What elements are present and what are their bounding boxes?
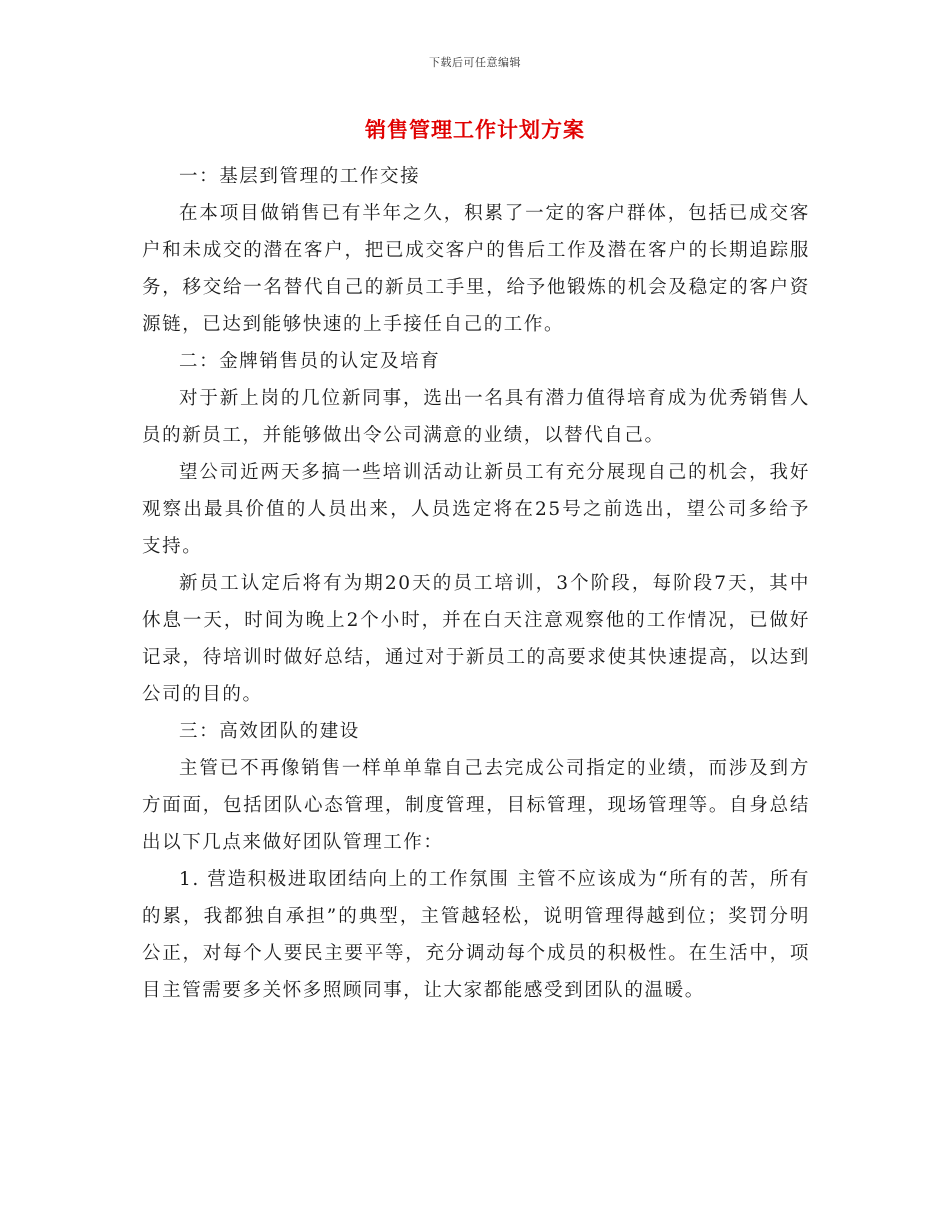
- document-title: 销售管理工作计划方案: [365, 117, 585, 142]
- page-header: 下载后可任意编辑: [429, 56, 521, 69]
- list-item: 1. 营造积极进取团结向上的工作氛围 主管不应该成为“所有的苦，所有的累，我都独自承担”的典型，主管越轻松，说明管理得越到位；奖罚分明公正，对每个人要民主要平等，充分调动每个成员的积极性。在生活中，项目主管需要多关怀多照顾同事，让大家都能感受到团队的温暖。: [142, 869, 810, 1001]
- section-heading-1: 一：基层到管理的工作交接: [179, 166, 421, 187]
- paragraph: 对于新上岗的几位新同事，选出一名具有潜力值得培育成为优秀销售人员的新员工，并能够做出令公司满意的业绩，以替代自己。: [142, 388, 810, 446]
- paragraph: 新员工认定后将有为期20天的员工培训，3个阶段，每阶段7天，其中休息一天，时间为晚上2个小时，并在白天注意观察他的工作情况，已做好记录，待培训时做好总结，通过对于新员工的高要求使其快速提高，以达到公司的目的。: [142, 573, 810, 705]
- paragraph: 主管已不再像销售一样单单靠自己去完成公司指定的业绩，而涉及到方方面面，包括团队心态管理，制度管理，目标管理，现场管理等。自身总结出以下几点来做好团队管理工作：: [142, 758, 810, 853]
- section-heading-3: 三：高效团队的建设: [179, 721, 360, 742]
- paragraph: 望公司近两天多搞一些培训活动让新员工有充分展现自己的机会，我好观察出最具价值的人员出来，人员选定将在25号之前选出，望公司多给予支持。: [142, 462, 810, 557]
- paragraph: 在本项目做销售已有半年之久，积累了一定的客户群体，包括已成交客户和未成交的潜在客户，把已成交客户的售后工作及潜在客户的长期追踪服务，移交给一名替代自己的新员工手里，给予他锻炼的机会及稳定的客户资源链，已达到能够快速的上手接任自己的工作。: [142, 203, 810, 335]
- document-body: [142, 158, 810, 1009]
- section-heading-2: 二：金牌销售员的认定及培育: [179, 351, 441, 372]
